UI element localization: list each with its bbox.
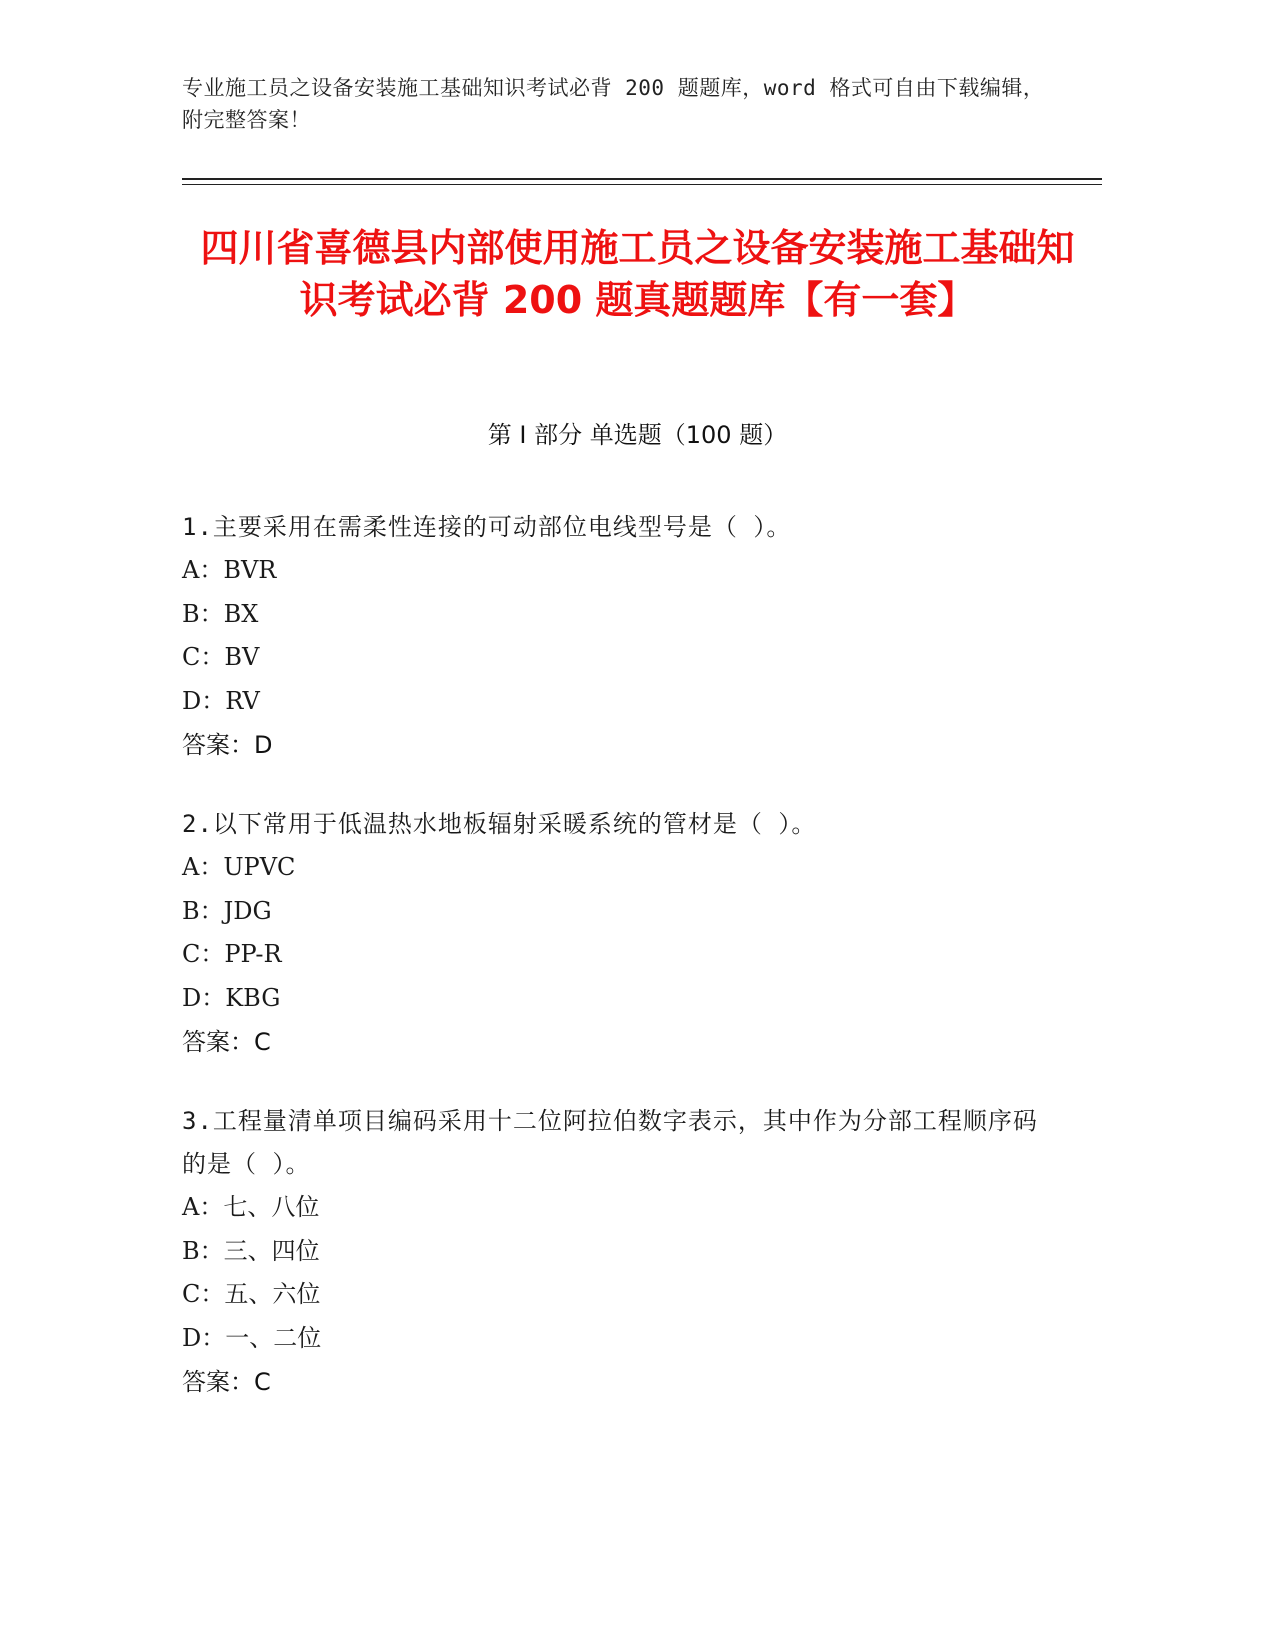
option-a: A：七、八位 xyxy=(182,1193,320,1221)
header-divider-thick xyxy=(182,178,1102,180)
option-d: D：KBG xyxy=(182,983,281,1012)
section-title: 第 I 部分 单选题（100 题） xyxy=(487,421,788,449)
answer-line: 答案：C xyxy=(182,1368,271,1396)
option-b: B：三、四位 xyxy=(182,1236,320,1265)
option-c: C：BV xyxy=(182,643,260,671)
answer-line: 答案：C xyxy=(182,1028,271,1056)
option-a: A：BVR xyxy=(182,556,277,584)
question-3 xyxy=(182,1100,1042,1404)
answer-line: 答案：D xyxy=(182,731,273,759)
option-b: B：BX xyxy=(182,599,259,628)
question-list xyxy=(182,506,1042,1440)
option-b: B：JDG xyxy=(182,896,272,925)
question-2 xyxy=(182,803,1042,1064)
document-title: 四川省喜德县内部使用施工员之设备安装施工基础知识考试必背 200 题真题题库【有一套】 xyxy=(200,226,1075,322)
option-d: D：RV xyxy=(182,686,260,715)
question-stem: 3.工程量清单项目编码采用十二位阿拉伯数字表示，其中作为分部工程顺序码的是（ ）。 xyxy=(182,1107,1038,1178)
header-note: 专业施工员之设备安装施工基础知识考试必背 200 题题库，word 格式可自由下载编辑，附完整答案！ xyxy=(182,76,1045,132)
option-c: C：五、六位 xyxy=(182,1280,321,1308)
option-a: A：UPVC xyxy=(182,853,296,881)
question-stem: 2.以下常用于低温热水地板辐射采暖系统的管材是（ ）。 xyxy=(182,810,817,838)
question-1 xyxy=(182,506,1042,767)
option-d: D：一、二位 xyxy=(182,1323,322,1352)
option-c: C：PP-R xyxy=(182,940,282,968)
header-divider-thin xyxy=(182,184,1102,185)
question-stem: 1.主要采用在需柔性连接的可动部位电线型号是（ ）。 xyxy=(182,513,792,541)
